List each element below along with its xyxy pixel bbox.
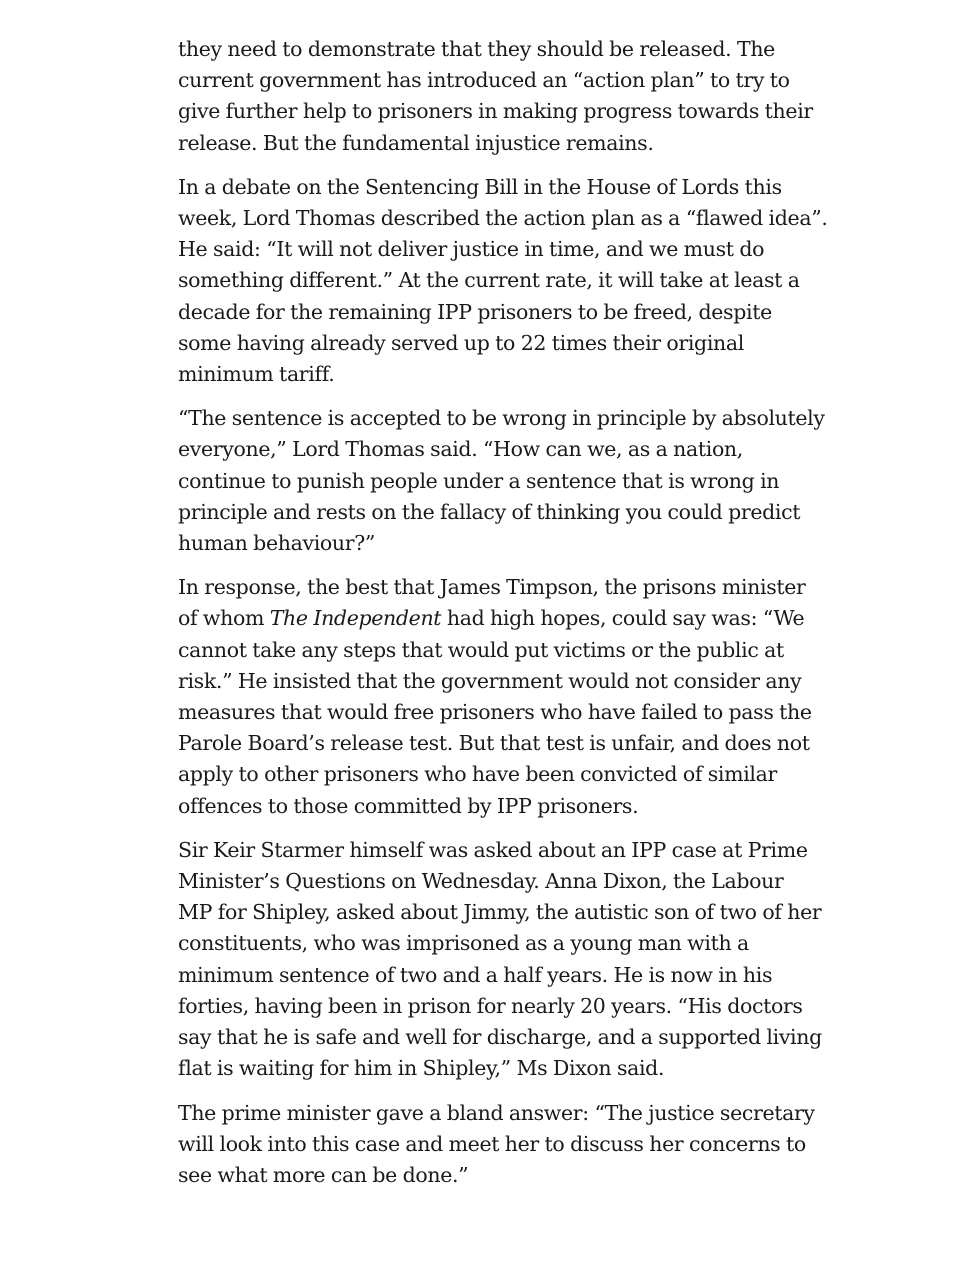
- text-line: constituents, who was imprisoned as a young man with a: [178, 931, 749, 956]
- text-line: Parole Board’s release test. But that test is unfair, and does not: [178, 731, 810, 756]
- paragraph-lord-thomas-quote: [178, 403, 825, 559]
- text-line: cannot take any steps that would put victims or the public at: [178, 637, 784, 662]
- text-line: forties, having been in prison for nearly 20 years. “His doctors: [178, 993, 803, 1018]
- text-line: Minister’s Questions on Wednesday. Anna Dixon, the Labour: [178, 869, 784, 894]
- text-line: human behaviour?”: [178, 531, 375, 556]
- text-line: everyone,” Lord Thomas said. “How can we, as a nation,: [178, 437, 743, 462]
- text-line: give further help to prisoners in making progress towards their: [178, 99, 813, 124]
- text-line: apply to other prisoners who have been convicted of similar: [178, 762, 777, 787]
- text-line: some having already served up to 22 times their original: [178, 330, 744, 355]
- text-line: risk.” He insisted that the government would not consider any: [178, 668, 802, 693]
- text-line: [178, 603, 805, 634]
- text-line: measures that would free prisoners who have failed to pass the: [178, 700, 812, 725]
- paragraph-pm-answer: [178, 1098, 815, 1192]
- text-segment: of whom: [178, 606, 270, 631]
- text-line: offences to those committed by IPP prisoners.: [178, 793, 639, 818]
- text-line: release. But the fundamental injustice remains.: [178, 130, 654, 155]
- text-line: something different.” At the current rate, it will take at least a: [178, 268, 800, 293]
- text-line: minimum tariff.: [178, 362, 335, 387]
- text-line: will look into this case and meet her to discuss her concerns to: [178, 1131, 806, 1156]
- paragraph-pmqs: [178, 835, 822, 1085]
- text-line: week, Lord Thomas described the action plan as a “flawed idea”.: [178, 206, 828, 231]
- paragraph-timpson-response: [178, 572, 812, 822]
- text-line: He said: “It will not deliver justice in time, and we must do: [178, 237, 765, 262]
- text-line: In a debate on the Sentencing Bill in the House of Lords this: [178, 174, 782, 199]
- text-line: flat is waiting for him in Shipley,” Ms Dixon said.: [178, 1056, 665, 1081]
- text-line: decade for the remaining IPP prisoners to be freed, despite: [178, 299, 772, 324]
- text-line: The prime minister gave a bland answer: “The justice secretary: [178, 1100, 815, 1125]
- text-line: see what more can be done.”: [178, 1162, 469, 1187]
- text-line: “The sentence is accepted to be wrong in principle by absolutely: [178, 406, 825, 431]
- article-body: [178, 34, 828, 1204]
- text-line: current government has introduced an “action plan” to try to: [178, 68, 790, 93]
- text-line: Sir Keir Starmer himself was asked about an IPP case at Prime: [178, 837, 808, 862]
- text-line: continue to punish people under a sentence that is wrong in: [178, 468, 780, 493]
- text-line: say that he is safe and well for discharge, and a supported living: [178, 1025, 822, 1050]
- text-line: they need to demonstrate that they should be released. The: [178, 37, 775, 61]
- paragraph-lords-debate: [178, 172, 828, 390]
- text-segment: had high hopes, could say was: “We: [441, 606, 805, 631]
- paragraph-action-plan: [178, 34, 813, 159]
- text-line: MP for Shipley, asked about Jimmy, the autistic son of two of her: [178, 900, 822, 925]
- text-line: minimum sentence of two and a half years. He is now in his: [178, 962, 773, 987]
- publication-name: The Independent: [269, 606, 442, 631]
- text-line: principle and rests on the fallacy of thinking you could predict: [178, 499, 801, 524]
- text-line: In response, the best that James Timpson, the prisons minister: [178, 575, 806, 600]
